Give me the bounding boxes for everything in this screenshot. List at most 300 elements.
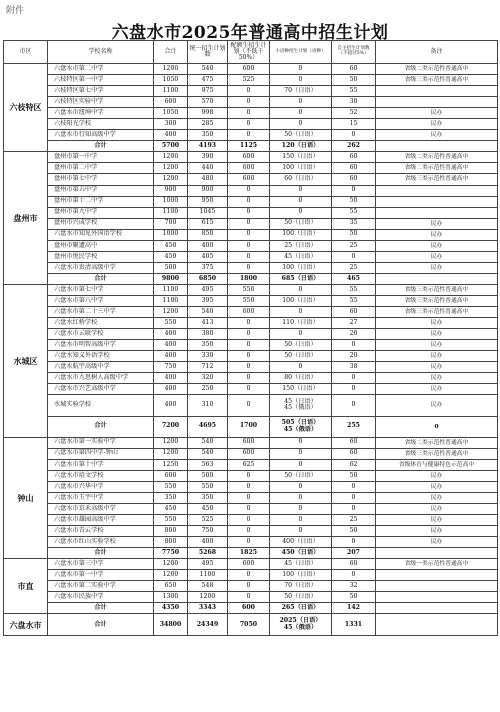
school-name-cell: 盘州市第七中学: [48, 174, 154, 185]
table-row: [4, 318, 498, 329]
minority-cell: 70（日语）: [270, 86, 332, 97]
total-cell: 1100: [154, 86, 188, 97]
remark-cell: [376, 570, 498, 581]
total-cell: 400: [154, 329, 188, 340]
subtotal-quota: 1700: [228, 416, 270, 437]
table-row: [4, 307, 498, 318]
quota-cell: 600: [228, 307, 270, 318]
school-name-cell: 六盘水市第三中学: [48, 559, 154, 570]
remark-cell: 省级二类示范性普通高中: [376, 64, 498, 75]
subtotal-total: 5700: [154, 141, 188, 152]
school-name-cell: 六枝特区实验中学: [48, 97, 154, 108]
unified-cell: 570: [188, 97, 228, 108]
independent-cell: 30: [332, 97, 376, 108]
district-cell: 盘州市: [4, 152, 48, 285]
header-total: 合计: [154, 41, 188, 64]
minority-cell: 80（日语）: [270, 373, 332, 384]
unified-cell: 495: [188, 559, 228, 570]
cell-line: 45（俄语）: [283, 425, 318, 433]
remark-cell: 民办: [376, 492, 498, 503]
total-cell: 400: [154, 373, 188, 384]
quota-cell: 0: [228, 384, 270, 395]
total-cell: 1250: [154, 459, 188, 470]
remark-cell: 民办: [376, 240, 498, 251]
minority-cell: 25（日语）: [270, 240, 332, 251]
independent-cell: 38: [332, 362, 376, 373]
table-row: [4, 185, 498, 196]
school-name-cell: 六盘水市玉宇中学: [48, 492, 154, 503]
school-name-cell: 六盘水市第二中学: [48, 64, 154, 75]
minority-cell: 150（日语）: [270, 152, 332, 163]
unified-cell: 1200: [188, 592, 228, 603]
minority-cell: 0: [270, 185, 332, 196]
subtotal-minority: 685（日语）: [270, 273, 332, 284]
header-remark: 备注: [376, 41, 498, 64]
subtotal-row: [4, 416, 498, 437]
subtotal-label: 合计: [48, 548, 154, 559]
enrollment-table: [3, 40, 498, 636]
table-row: [4, 470, 498, 481]
independent-cell: 20: [332, 351, 376, 362]
table-row: [4, 559, 498, 570]
independent-cell: 60: [332, 163, 376, 174]
page-label: 附件: [6, 6, 25, 16]
unified-cell: 395: [188, 295, 228, 306]
total-cell: 400: [154, 384, 188, 395]
subtotal-total: 9800: [154, 273, 188, 284]
total-cell: 1200: [154, 307, 188, 318]
subtotal-minority: 265（日语）: [270, 603, 332, 614]
remark-cell: 省级体育与健康特色示范高中: [376, 459, 498, 470]
unified-cell: 480: [188, 174, 228, 185]
independent-cell: 0: [332, 537, 376, 548]
header-school: 学校名称: [48, 41, 154, 64]
grand-total-unified: 24349: [188, 614, 228, 636]
table-row: [4, 251, 498, 262]
subtotal-row: [4, 603, 498, 614]
minority-cell: 0: [270, 459, 332, 470]
unified-cell: 998: [188, 108, 228, 119]
table-row: [4, 86, 498, 97]
quota-cell: 600: [228, 559, 270, 570]
table-row: [4, 207, 498, 218]
subtotal-remark: [376, 548, 498, 559]
school-name-cell: 盘州市第一中学: [48, 152, 154, 163]
remark-cell: 民办: [376, 130, 498, 141]
remark-cell: 民办: [376, 526, 498, 537]
unified-cell: 310: [188, 395, 228, 416]
unified-cell: 950: [188, 196, 228, 207]
independent-cell: 27: [332, 318, 376, 329]
independent-cell: 0: [332, 492, 376, 503]
minority-cell: 0: [270, 97, 332, 108]
total-cell: 1100: [154, 284, 188, 295]
minority-cell: 0: [270, 307, 332, 318]
table-row: [4, 152, 498, 163]
quota-cell: 0: [228, 340, 270, 351]
school-name-cell: 六盘水市兴华中学: [48, 481, 154, 492]
remark-cell: 民办: [376, 395, 498, 416]
minority-cell: 0: [270, 514, 332, 525]
grand-total-independent: 1331: [332, 614, 376, 636]
unified-cell: 400: [188, 537, 228, 548]
total-cell: 800: [154, 526, 188, 537]
remark-cell: 民办: [376, 373, 498, 384]
remark-cell: [376, 581, 498, 592]
total-cell: 650: [154, 581, 188, 592]
independent-cell: 55: [332, 207, 376, 218]
table-row: [4, 163, 498, 174]
minority-cell: 0: [270, 492, 332, 503]
quota-cell: 0: [228, 514, 270, 525]
independent-cell: 0: [332, 481, 376, 492]
total-cell: 400: [154, 130, 188, 141]
remark-cell: [376, 86, 498, 97]
header-quota: 配额生招生计划（不低于50%）: [228, 41, 270, 64]
school-name-cell: 六盘水红桥学校: [48, 318, 154, 329]
total-cell: 700: [154, 218, 188, 229]
cell-line: 45（俄语）: [283, 623, 318, 631]
independent-cell: 0: [332, 251, 376, 262]
table-row: [4, 340, 498, 351]
subtotal-row: [4, 548, 498, 559]
quota-cell: 550: [228, 295, 270, 306]
remark-cell: 省级二类示范性普通高中: [376, 152, 498, 163]
subtotal-quota: 1825: [228, 548, 270, 559]
minority-cell: 100（日语）: [270, 229, 332, 240]
unified-cell: 540: [188, 448, 228, 459]
total-cell: 1200: [154, 163, 188, 174]
minority-cell: 100（日语）: [270, 163, 332, 174]
subtotal-row: [4, 273, 498, 284]
table-row: [4, 119, 498, 130]
table-row: [4, 240, 498, 251]
minority-cell: 0: [270, 448, 332, 459]
total-cell: 1050: [154, 108, 188, 119]
quota-cell: 525: [228, 75, 270, 86]
unified-cell: 750: [188, 526, 228, 537]
quota-cell: 0: [228, 581, 270, 592]
total-cell: 1000: [154, 196, 188, 207]
remark-cell: 省级二类示范性普通高中: [376, 437, 498, 448]
minority-cell: 400（日语）: [270, 537, 332, 548]
unified-cell: 540: [188, 437, 228, 448]
remark-cell: [376, 207, 498, 218]
school-name-cell: 盘州市悦民学校: [48, 251, 154, 262]
table-row: [4, 174, 498, 185]
subtotal-unified: 4695: [188, 416, 228, 437]
district-cell: 水城区: [4, 284, 48, 437]
table-row: [4, 581, 498, 592]
minority-cell: 0: [270, 481, 332, 492]
independent-cell: 15: [332, 119, 376, 130]
unified-cell: 350: [188, 340, 228, 351]
remark-cell: 民办: [376, 229, 498, 240]
quota-cell: 0: [228, 470, 270, 481]
unified-cell: 1045: [188, 207, 228, 218]
independent-cell: 50: [332, 229, 376, 240]
total-cell: 400: [154, 395, 188, 416]
total-cell: 800: [154, 537, 188, 548]
quota-cell: 0: [228, 86, 270, 97]
subtotal-total: 7750: [154, 548, 188, 559]
table-row: [4, 97, 498, 108]
independent-cell: 0: [332, 503, 376, 514]
district-cell: 市直: [4, 559, 48, 614]
school-name-cell: 六枝特区第一中学: [48, 75, 154, 86]
quota-cell: 0: [228, 351, 270, 362]
school-name-cell: 盘州市兴成学校: [48, 218, 154, 229]
independent-cell: 0: [332, 384, 376, 395]
minority-cell: 0: [270, 207, 332, 218]
table-row: [4, 592, 498, 603]
remark-cell: 民办: [376, 108, 498, 119]
independent-cell: 20: [332, 329, 376, 340]
quota-cell: 550: [228, 284, 270, 295]
school-name-cell: 盘州市第九中学: [48, 207, 154, 218]
subtotal-unified: 4193: [188, 141, 228, 152]
quota-cell: 0: [228, 537, 270, 548]
subtotal-row: [4, 141, 498, 152]
school-name-cell: 六盘水市青云学校: [48, 526, 154, 537]
independent-cell: 60: [332, 559, 376, 570]
remark-cell: 民办: [376, 384, 498, 395]
quota-cell: 0: [228, 373, 270, 384]
enrollment-table-container: [3, 40, 497, 636]
remark-cell: 省级一类示范性普通高中: [376, 559, 498, 570]
total-cell: 600: [154, 470, 188, 481]
minority-cell: 0: [270, 196, 332, 207]
total-cell: 1000: [154, 229, 188, 240]
total-cell: 1200: [154, 437, 188, 448]
total-cell: 500: [154, 262, 188, 273]
independent-cell: 60: [332, 152, 376, 163]
unified-cell: 475: [188, 75, 228, 86]
subtotal-remark: 0: [376, 416, 498, 437]
quota-cell: 600: [228, 163, 270, 174]
remark-cell: 民办: [376, 251, 498, 262]
quota-cell: 0: [228, 218, 270, 229]
grand-total-minority: [270, 614, 332, 636]
minority-cell: 60（日语）: [270, 174, 332, 185]
header-row: [4, 41, 498, 64]
quota-cell: 0: [228, 395, 270, 416]
school-name-cell: 盘州市第五中学: [48, 185, 154, 196]
table-body: [4, 64, 498, 636]
school-name-cell: 盘州市第十二中学: [48, 196, 154, 207]
remark-cell: 民办: [376, 351, 498, 362]
header-independent: 自主招生计划数（不超过5%）: [332, 41, 376, 64]
total-cell: 1200: [154, 64, 188, 75]
independent-cell: 35: [332, 218, 376, 229]
table-row: [4, 108, 498, 119]
remark-cell: 民办: [376, 262, 498, 273]
independent-cell: 60: [332, 437, 376, 448]
minority-cell: [270, 395, 332, 416]
table-row: [4, 64, 498, 75]
minority-cell: 50（日语）: [270, 218, 332, 229]
minority-cell: 150（日语）: [270, 384, 332, 395]
remark-cell: [376, 185, 498, 196]
table-row: [4, 437, 498, 448]
remark-cell: 民办: [376, 218, 498, 229]
quota-cell: 0: [228, 262, 270, 273]
unified-cell: 850: [188, 229, 228, 240]
minority-cell: 110（日语）: [270, 318, 332, 329]
table-row: [4, 329, 498, 340]
grand-total-label: 合计: [48, 614, 154, 636]
school-name-cell: 六盘水市民族中学: [48, 592, 154, 603]
unified-cell: 350: [188, 130, 228, 141]
quota-cell: 600: [228, 448, 270, 459]
independent-cell: 60: [332, 307, 376, 318]
quota-cell: 0: [228, 207, 270, 218]
remark-cell: 省级三类示范性普通高中: [376, 75, 498, 86]
total-cell: 1200: [154, 559, 188, 570]
school-name-cell: 六盘水市云联学校: [48, 329, 154, 340]
subtotal-label: 合计: [48, 273, 154, 284]
minority-cell: 45（日语）: [270, 251, 332, 262]
unified-cell: 413: [188, 318, 228, 329]
total-cell: 1200: [154, 570, 188, 581]
subtotal-independent: 255: [332, 416, 376, 437]
table-row: [4, 526, 498, 537]
remark-cell: [376, 97, 498, 108]
unified-cell: 320: [188, 373, 228, 384]
minority-cell: 45（日语）: [270, 559, 332, 570]
remark-cell: 民办: [376, 470, 498, 481]
total-cell: 1050: [154, 75, 188, 86]
total-cell: 1200: [154, 152, 188, 163]
independent-cell: 50: [332, 196, 376, 207]
cell-line: 45（俄语）: [284, 404, 317, 412]
school-name-cell: 六枝阳光学校: [48, 119, 154, 130]
remark-cell: 民办: [376, 503, 498, 514]
school-name-cell: 六盘水市纽绅中学: [48, 108, 154, 119]
remark-cell: 民办: [376, 481, 498, 492]
table-row: [4, 537, 498, 548]
cell-line: 2025（日语）: [279, 617, 322, 625]
district-cell: 钟山: [4, 437, 48, 559]
table-row: [4, 481, 498, 492]
unified-cell: 285: [188, 119, 228, 130]
unified-cell: 540: [188, 307, 228, 318]
remark-cell: 省级三类示范性普通高中: [376, 448, 498, 459]
unified-cell: 550: [188, 481, 228, 492]
independent-cell: 0: [332, 373, 376, 384]
minority-cell: 50（日语）: [270, 470, 332, 481]
remark-cell: 省级三类示范性普通高中: [376, 284, 498, 295]
quota-cell: 600: [228, 152, 270, 163]
table-row: [4, 229, 498, 240]
unified-cell: 615: [188, 218, 228, 229]
total-cell: 1300: [154, 592, 188, 603]
table-row: [4, 218, 498, 229]
unified-cell: 350: [188, 492, 228, 503]
subtotal-label: 合计: [48, 603, 154, 614]
independent-cell: 25: [332, 262, 376, 273]
school-name-cell: 六枝特区第七中学: [48, 86, 154, 97]
school-name-cell: 六盘水市第四中学-钟山: [48, 448, 154, 459]
remark-cell: 民办: [376, 340, 498, 351]
quota-cell: 0: [228, 592, 270, 603]
independent-cell: 0: [332, 395, 376, 416]
independent-cell: 25: [332, 514, 376, 525]
remark-cell: 省级三类示范性普通高中: [376, 307, 498, 318]
minority-cell: 0: [270, 75, 332, 86]
table-row: [4, 492, 498, 503]
quota-cell: 0: [228, 318, 270, 329]
unified-cell: 330: [188, 351, 228, 362]
quota-cell: 0: [228, 526, 270, 537]
total-cell: 1100: [154, 207, 188, 218]
minority-cell: 100（日语）: [270, 262, 332, 273]
remark-cell: 民办: [376, 318, 498, 329]
table-row: [4, 295, 498, 306]
subtotal-independent: 207: [332, 548, 376, 559]
total-cell: 550: [154, 318, 188, 329]
school-name-cell: 盘州市第二中学: [48, 163, 154, 174]
school-name-cell: 六盘水市第二实验中学: [48, 581, 154, 592]
unified-cell: 495: [188, 284, 228, 295]
independent-cell: 50: [332, 75, 376, 86]
cell-line: 505（日语）: [281, 419, 320, 427]
quota-cell: 600: [228, 437, 270, 448]
subtotal-quota: 1125: [228, 141, 270, 152]
independent-cell: 25: [332, 240, 376, 251]
quota-cell: 0: [228, 130, 270, 141]
unified-cell: 440: [188, 163, 228, 174]
school-name-cell: 六盘水市第一实验中学: [48, 437, 154, 448]
remark-cell: 民办: [376, 537, 498, 548]
grand-total-quota: 7050: [228, 614, 270, 636]
total-cell: 1200: [154, 174, 188, 185]
minority-cell: 0: [270, 362, 332, 373]
remark-cell: 民办: [376, 119, 498, 130]
subtotal-independent: 262: [332, 141, 376, 152]
subtotal-total: 4350: [154, 603, 188, 614]
subtotal-independent: 465: [332, 273, 376, 284]
unified-cell: 975: [188, 86, 228, 97]
school-name-cell: 六盘水市兴艺高级中学: [48, 384, 154, 395]
total-cell: 750: [154, 362, 188, 373]
school-name-cell: 盘州市聚遗高中: [48, 240, 154, 251]
header-unified: 统一招生计划数: [188, 41, 228, 64]
table-row: [4, 514, 498, 525]
minority-cell: 50（日语）: [270, 340, 332, 351]
independent-cell: 50: [332, 470, 376, 481]
minority-cell: 0: [270, 437, 332, 448]
quota-cell: 0: [228, 481, 270, 492]
independent-cell: 50: [332, 592, 376, 603]
grand-total-row: [4, 614, 498, 636]
subtotal-quota: 600: [228, 603, 270, 614]
subtotal-minority: [270, 416, 332, 437]
table-row: [4, 395, 498, 416]
unified-cell: 250: [188, 384, 228, 395]
independent-cell: 60: [332, 64, 376, 75]
independent-cell: 0: [332, 340, 376, 351]
independent-cell: 60: [332, 174, 376, 185]
grand-total-district: 六盘水市: [4, 614, 48, 636]
minority-cell: 0: [270, 503, 332, 514]
table-row: [4, 373, 498, 384]
total-cell: 1200: [154, 448, 188, 459]
school-name-cell: 六盘水市京禾高级中学: [48, 503, 154, 514]
unified-cell: 400: [188, 240, 228, 251]
independent-cell: 60: [332, 448, 376, 459]
school-name-cell: 六盘水市培文学校: [48, 470, 154, 481]
